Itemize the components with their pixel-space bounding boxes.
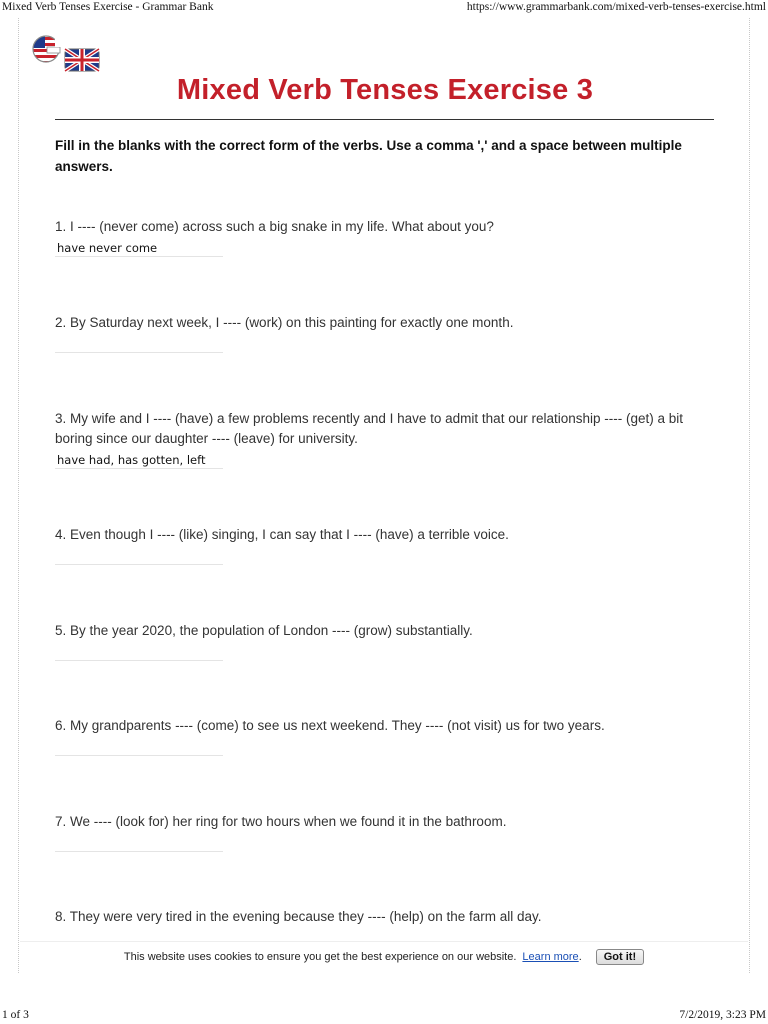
question-text: 5. By the year 2020, the population of London ---- (grow) substantially. — [55, 623, 473, 638]
question-8 — [55, 907, 715, 927]
answer-input-7[interactable] — [55, 834, 223, 852]
question-6 — [55, 716, 715, 756]
page-title: Mixed Verb Tenses Exercise 3 — [176, 74, 594, 106]
question-text: 4. Even though I ---- (like) singing, I can say that I ---- (have) a terrible voice. — [55, 527, 509, 542]
question-text: 8. They were very tired in the evening because they ---- (help) on the farm all day. — [55, 909, 542, 924]
question-text: 2. By Saturday next week, I ---- (work) on this painting for exactly one month. — [55, 315, 514, 330]
print-header — [0, 0, 768, 16]
cookie-period: . — [578, 951, 582, 963]
answer-input-6[interactable] — [55, 738, 223, 756]
question-2 — [55, 313, 715, 353]
answer-input-4[interactable] — [55, 547, 223, 565]
question-text: 7. We ---- (look for) her ring for two hours when we found it in the bathroom. — [55, 814, 507, 829]
answer-input-5[interactable] — [55, 643, 223, 661]
answer-input-3[interactable] — [55, 451, 223, 469]
question-7 — [55, 812, 715, 852]
print-datetime: 7/2/2019, 3:23 PM — [679, 1009, 766, 1021]
grammarbank-logo[interactable] — [29, 35, 103, 73]
instructions: Fill in the blanks with the correct form of the verbs. Use a comma ',' and a space between multiple answers. — [55, 138, 682, 174]
cookie-message: This website uses cookies to ensure you get the best experience on our website. — [123, 951, 517, 963]
print-page-title: Mixed Verb Tenses Exercise - Grammar Bank — [2, 1, 214, 13]
got-it-button[interactable]: Got it! — [596, 949, 644, 965]
answer-input-2[interactable] — [55, 335, 223, 353]
question-text: 1. I ---- (never come) across such a big snake in my life. What about you? — [55, 219, 494, 234]
learn-more-link[interactable]: Learn more — [522, 951, 579, 963]
us-flag-g-icon — [29, 35, 65, 64]
answer-input-1[interactable] — [55, 239, 223, 257]
title-divider — [55, 119, 714, 120]
uk-flag-b-icon — [65, 49, 99, 71]
question-4 — [55, 525, 715, 565]
question-text: 3. My wife and I ---- (have) a few problems recently and I have to admit that our relationship ---- (get) a bit boring since our daughter ---- (leave) for university. — [55, 411, 684, 446]
question-5 — [55, 621, 715, 661]
question-text: 6. My grandparents ---- (come) to see us next weekend. They ---- (not visit) us for two years. — [55, 718, 605, 733]
question-3 — [55, 409, 715, 469]
question-1 — [55, 217, 715, 257]
print-page-number: 1 of 3 — [2, 1009, 29, 1021]
cookie-consent-bar — [20, 941, 748, 972]
print-footer — [0, 1006, 768, 1024]
print-url: https://www.grammarbank.com/mixed-verb-tenses-exercise.html — [466, 1, 766, 13]
